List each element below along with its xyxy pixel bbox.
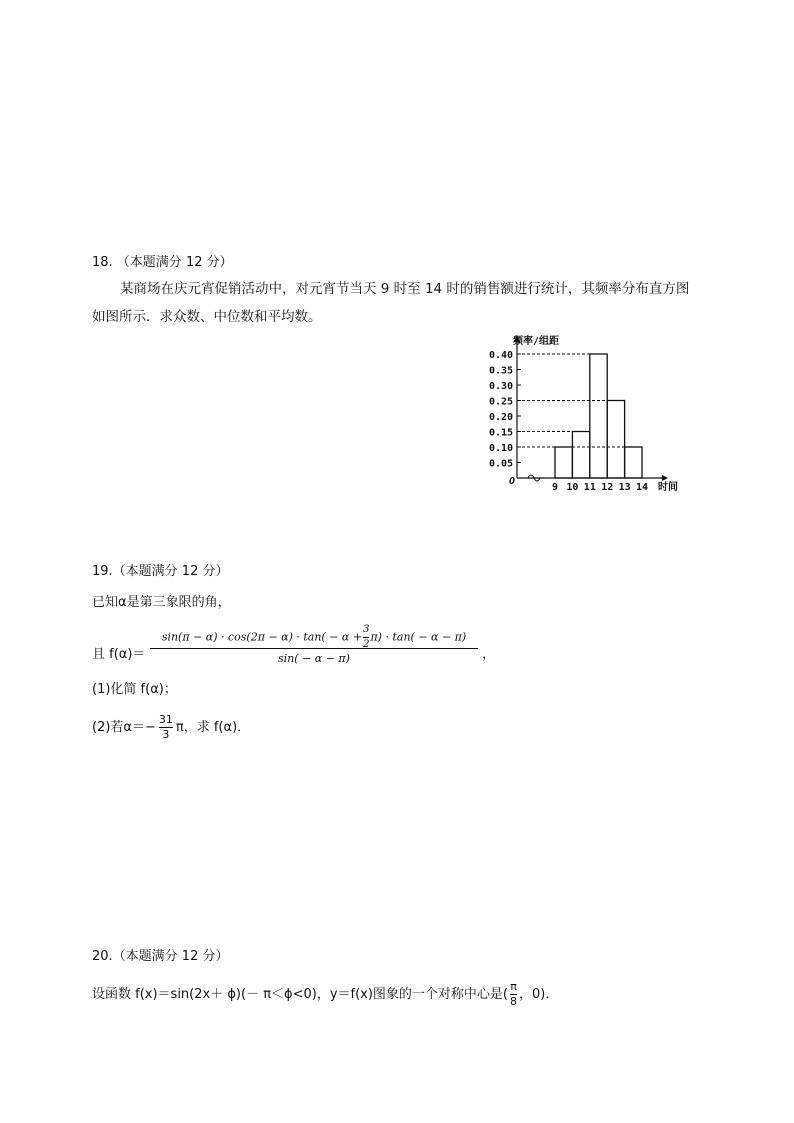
y-tick-label: 0.10: [489, 443, 514, 454]
histogram-chart: [480, 330, 710, 500]
y-tick-label: 0.35: [489, 365, 514, 377]
y-tick-label: 0.25: [489, 396, 514, 408]
y-tick-label: 0.40: [489, 350, 514, 361]
histogram-bar: [590, 354, 607, 478]
x-tick-label: 11: [583, 482, 596, 493]
q19-big-fraction: [150, 624, 478, 669]
q19-header: 19.（本题满分 12 分）: [92, 564, 229, 579]
histogram-bar: [555, 447, 572, 478]
q20-header: 20.（本题满分 12 分）: [92, 949, 229, 964]
q19-part2: [92, 712, 250, 742]
q19-given: 已知α是第三象限的角，: [92, 595, 231, 610]
q20-line: [92, 978, 558, 1010]
x-tick-label: 9: [552, 482, 559, 493]
y-axis-label: 频率/组距: [513, 336, 560, 347]
x-axis-label: 时间: [658, 482, 678, 493]
q20-line-part2: ，0)．: [519, 986, 559, 1002]
q20-frac-den: 8: [510, 994, 518, 1008]
q19-lead: 且 f(α)＝: [92, 647, 146, 662]
q19-part1: (1)化简 f(α)；: [92, 682, 177, 697]
q19-function-definition: [92, 624, 512, 672]
q20-frac-num: π: [510, 979, 517, 993]
q19-denominator: sin( − α − π): [278, 652, 350, 665]
x-tick-label: 10: [566, 482, 579, 493]
q19-numerator-frac-num: 3: [363, 624, 370, 635]
q19-numerator-frac-den: 2: [363, 639, 370, 650]
histogram-bar: [572, 432, 589, 479]
q18-header: 18. （本题满分 12 分）: [92, 255, 233, 270]
y-tick-label: 0.15: [489, 427, 514, 439]
q19-numerator: [150, 624, 478, 648]
q19-part2-frac-num: 31: [158, 712, 173, 726]
q19-trail: ，: [482, 647, 496, 662]
x-tick-label: 14: [636, 482, 649, 493]
y-tick-label: 0.05: [489, 458, 514, 470]
q19-numerator-part2: π) · tan( − α − π): [370, 630, 467, 644]
y-tick-label: 0.20: [489, 412, 514, 423]
q19-part2-frac-den: 3: [162, 727, 170, 741]
origin-label: O: [509, 476, 516, 487]
y-tick-label: 0.30: [489, 381, 514, 392]
x-tick-label: 13: [618, 482, 631, 493]
q18-text-line2: 如图所示．求众数、中位数和平均数。: [92, 309, 322, 325]
histogram-bar: [607, 401, 624, 479]
x-axis-arrow: [662, 475, 668, 481]
q19-part2-lead: (2)若α＝−: [92, 719, 156, 735]
q18-text-line1: 某商场在庆元宵促销活动中，对元宵节当天 9 时至 14 时的销售额进行统计，其频率分布直方图: [120, 281, 690, 297]
q19-part2-tail: π，求 f(α)．: [175, 719, 251, 735]
q20-line-part1: 设函数 f(x)＝sin(2x＋ ϕ)(－ π＜ϕ<0)，y＝f(x)图象的一个对称中心是(: [92, 986, 509, 1002]
q19-numerator-part1: sin(π − α) · cos(2π − α) · tan( − α +: [161, 630, 363, 644]
histogram-bar: [625, 447, 642, 478]
x-tick-label: 12: [601, 482, 614, 493]
